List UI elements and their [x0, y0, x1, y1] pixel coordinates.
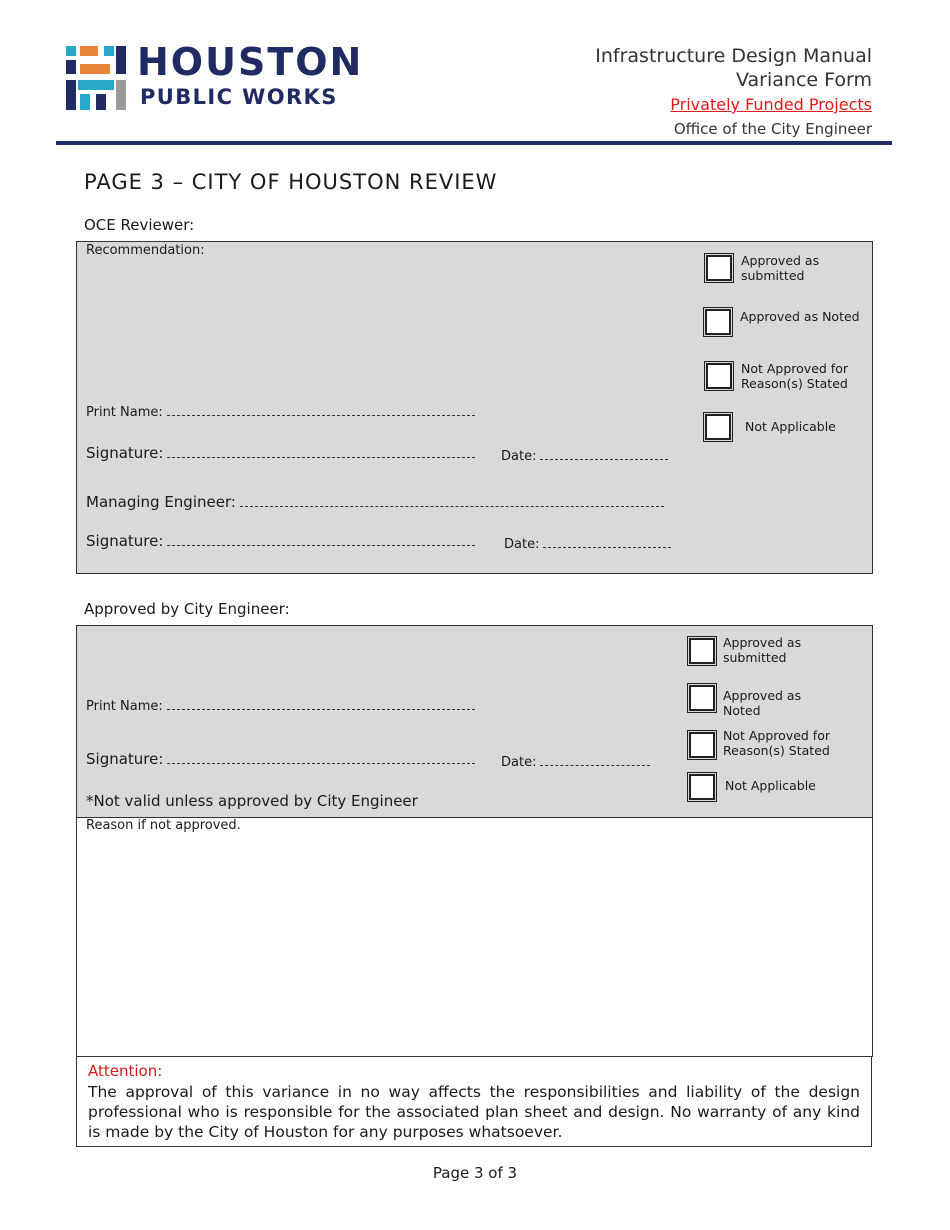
oce-signature-field[interactable]	[86, 444, 475, 462]
ce-print-name-field[interactable]	[86, 697, 475, 714]
city-engineer-label: Approved by City Engineer:	[84, 600, 290, 618]
houston-public-works-logo	[66, 46, 126, 116]
attention-box	[76, 1056, 872, 1147]
page-title: PAGE 3 – CITY OF HOUSTON REVIEW	[84, 170, 498, 194]
ce-not-approved-checkbox[interactable]	[689, 732, 715, 758]
signature-label: Signature:	[86, 532, 164, 550]
oce-date-field[interactable]	[501, 447, 668, 464]
reason-textarea[interactable]	[76, 817, 873, 1057]
date-label: Date:	[501, 755, 537, 770]
signature-label: Signature:	[86, 444, 164, 462]
logo-text-houston: HOUSTON	[137, 40, 364, 84]
attention-title: Attention:	[88, 1062, 163, 1080]
ce-approved-as-submitted-checkbox[interactable]	[689, 638, 715, 664]
attention-body: The approval of this variance in no way affects the responsibilities and liability of the design professional who is responsible for the associated plan sheet and design. No warranty of any kind is made by the City of Houston for any purposes whatsoever.	[88, 1083, 860, 1141]
ce-not-applicable-label: Not Applicable	[725, 778, 816, 793]
oce-approved-as-noted-checkbox[interactable]	[705, 309, 731, 335]
validity-note: *Not valid unless approved by City Engineer	[86, 792, 418, 810]
oce-not-applicable-label: Not Applicable	[745, 419, 836, 434]
signature-label: Signature:	[86, 750, 164, 768]
logo-text-public-works: PUBLIC WORKS	[140, 85, 338, 109]
project-type-link[interactable]: Privately Funded Projects	[670, 95, 872, 114]
date-label: Date:	[501, 449, 537, 464]
oce-approved-as-noted-label: Approved as Noted	[740, 309, 860, 324]
ce-not-approved-label: Not Approved for Reason(s) Stated	[723, 728, 830, 758]
recommendation-label: Recommendation:	[86, 243, 205, 258]
ce-date-field[interactable]	[501, 753, 650, 770]
oce-not-approved-label: Not Approved for Reason(s) Stated	[741, 361, 848, 391]
oce-approved-as-submitted-label: Approved as submitted	[741, 253, 820, 283]
managing-engineer-date-field[interactable]	[504, 535, 671, 552]
oce-not-applicable-checkbox[interactable]	[705, 414, 731, 440]
header-divider	[56, 141, 892, 145]
oce-review-panel	[76, 241, 873, 574]
oce-not-approved-checkbox[interactable]	[706, 363, 732, 389]
logo-mark-icon	[66, 46, 126, 112]
date-label: Date:	[504, 537, 540, 552]
form-title: Variance Form	[736, 69, 872, 91]
manual-title: Infrastructure Design Manual	[595, 45, 872, 67]
print-name-label: Print Name:	[86, 699, 163, 714]
managing-engineer-field[interactable]	[86, 493, 664, 511]
ce-not-applicable-checkbox[interactable]	[689, 774, 715, 800]
city-engineer-panel	[76, 625, 873, 818]
print-name-label: Print Name:	[86, 405, 163, 420]
reason-label: Reason if not approved.	[86, 818, 241, 833]
ce-approved-as-noted-checkbox[interactable]	[689, 685, 715, 711]
oce-approved-as-submitted-checkbox[interactable]	[706, 255, 732, 281]
ce-approved-as-noted-label: Approved as Noted	[723, 688, 802, 718]
oce-print-name-field[interactable]	[86, 403, 475, 420]
office-name: Office of the City Engineer	[673, 120, 872, 138]
page-number: Page 3 of 3	[432, 1164, 518, 1182]
oce-reviewer-label: OCE Reviewer:	[84, 216, 195, 234]
managing-engineer-signature-field[interactable]	[86, 532, 475, 550]
ce-signature-field[interactable]	[86, 750, 475, 768]
ce-approved-as-submitted-label: Approved as submitted	[723, 635, 802, 665]
managing-engineer-label: Managing Engineer:	[86, 493, 236, 511]
